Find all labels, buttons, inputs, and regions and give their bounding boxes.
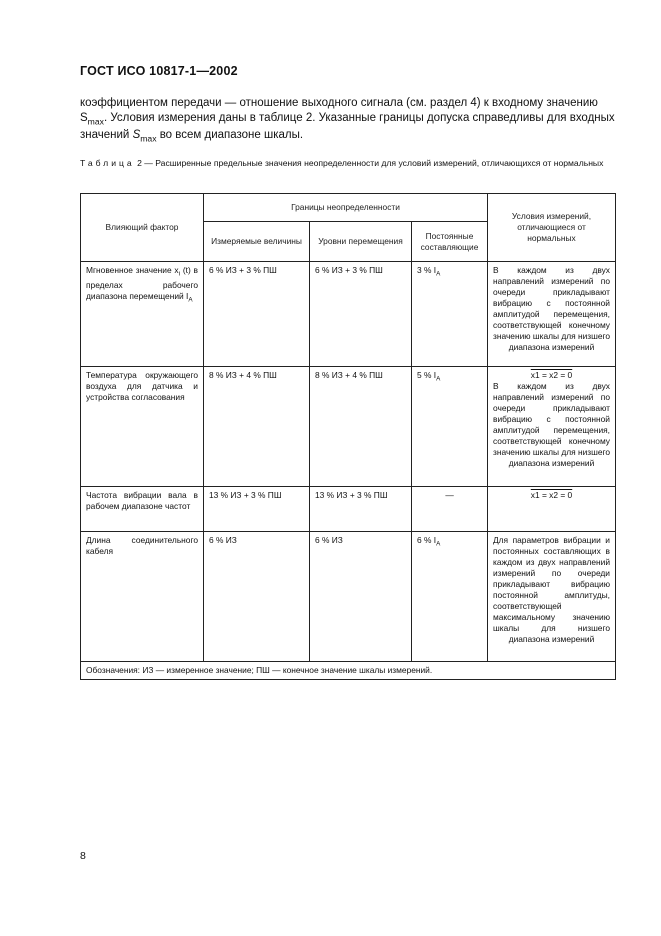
condition-text: В каждом из двух направлений измерений по очереди прикладывают вибрацию с постоянной амплитудой перемещения, соответствующей конечному значению шкалы для низшего диапазона измерений	[493, 381, 611, 468]
const-value: 6 % I	[417, 535, 437, 545]
factor-subscript-i: i	[178, 270, 181, 278]
header-bounds: Границы неопределенности	[204, 194, 488, 222]
table-row	[81, 487, 616, 532]
factor-subscript-a: A	[188, 296, 193, 304]
intro-line-1: коэффициентом передачи — отношение выходного сигнала (см. раздел 4) к входному значению S	[80, 97, 598, 124]
table-caption	[80, 157, 615, 169]
measured-cell: 8 % ИЗ + 4 % ПШ	[204, 367, 310, 487]
levels-cell: 13 % ИЗ + 3 % ПШ	[310, 487, 412, 532]
factor-text-a: Мгновенное значение x	[86, 265, 179, 275]
header-measured: Измеряемые величины	[204, 222, 310, 262]
const-subscript: A	[436, 270, 441, 278]
const-cell	[412, 532, 488, 662]
const-cell: —	[412, 487, 488, 532]
uncertainty-table	[80, 193, 616, 680]
document-header: ГОСТ ИСО 10817-1—2002	[80, 64, 238, 78]
factor-cell: Температура окружающего воздуха для датчика и устройства согласования	[81, 367, 204, 487]
factor-cell	[81, 262, 204, 367]
intro-line-2: Условия измерения даны в таблице 2. Указанные границы допуска справедливы для входных значений	[80, 111, 615, 142]
levels-cell: 8 % ИЗ + 4 % ПШ	[310, 367, 412, 487]
const-cell	[412, 262, 488, 367]
conditions-cell: В каждом из двух направлений измерений по очереди прикладывают вибрацию с постоянной амплитудой перемещения, соответствующей конечному значению шкалы для низшего диапазона измерений	[488, 262, 616, 367]
factor-cell: Частота вибрации вала в рабочем диапазоне частот	[81, 487, 204, 532]
intro-paragraph	[80, 96, 615, 146]
factor-cell: Длина соединительного кабеля	[81, 532, 204, 662]
conditions-cell	[488, 487, 616, 532]
const-subscript: A	[436, 375, 441, 383]
measured-cell: 6 % ИЗ	[204, 532, 310, 662]
table-row	[81, 367, 616, 487]
measured-cell: 13 % ИЗ + 3 % ПШ	[204, 487, 310, 532]
table-row	[81, 532, 616, 662]
levels-cell: 6 % ИЗ	[310, 532, 412, 662]
const-value: 3 % I	[417, 265, 437, 275]
page-number: 8	[80, 850, 86, 862]
s-max-subscript: max	[87, 115, 104, 126]
s-max-subscript-2: max	[140, 133, 157, 144]
table-footnote-row	[81, 662, 616, 680]
header-levels: Уровни перемещения	[310, 222, 412, 262]
conditions-cell: Для параметров вибрации и постоянных составляющих в каждом из двух направлений измерений по очереди прикладывают вибрацию постоянной амплитуды, соответствующей максимальному значению шкалы для низшего диапазона измерений	[488, 532, 616, 662]
table-footnote: Обозначения: ИЗ — измеренное значение; ПШ — конечное значение шкалы измерений.	[81, 662, 616, 680]
header-conditions: Условия измерений, отличающиеся от нормальных	[488, 194, 616, 262]
intro-line-1-end: .	[103, 111, 108, 124]
table-caption-text: 2 — Расширенные предельные значения неопределенности для условий измерений, отличающихся от нормальных	[134, 158, 604, 168]
factor-text-b: (t) в пределах рабочего диапазона перемещений I	[86, 265, 198, 301]
header-const: Постоянные составляющие	[412, 222, 488, 262]
measured-cell: 6 % ИЗ + 3 % ПШ	[204, 262, 310, 367]
const-value: 5 % I	[417, 370, 437, 380]
table-row	[81, 262, 616, 367]
header-factor: Влияющий фактор	[81, 194, 204, 262]
condition-formula: x1 = x2 = 0	[530, 370, 573, 380]
s-symbol: S	[132, 129, 141, 142]
const-subscript: A	[436, 540, 441, 548]
levels-cell: 6 % ИЗ + 3 % ПШ	[310, 262, 412, 367]
table-caption-label: Таблица	[80, 158, 135, 168]
intro-line-3: во всем диапазоне шкалы.	[156, 129, 304, 142]
condition-formula: x1 = x2 = 0	[530, 490, 573, 500]
const-cell	[412, 367, 488, 487]
conditions-cell	[488, 367, 616, 487]
